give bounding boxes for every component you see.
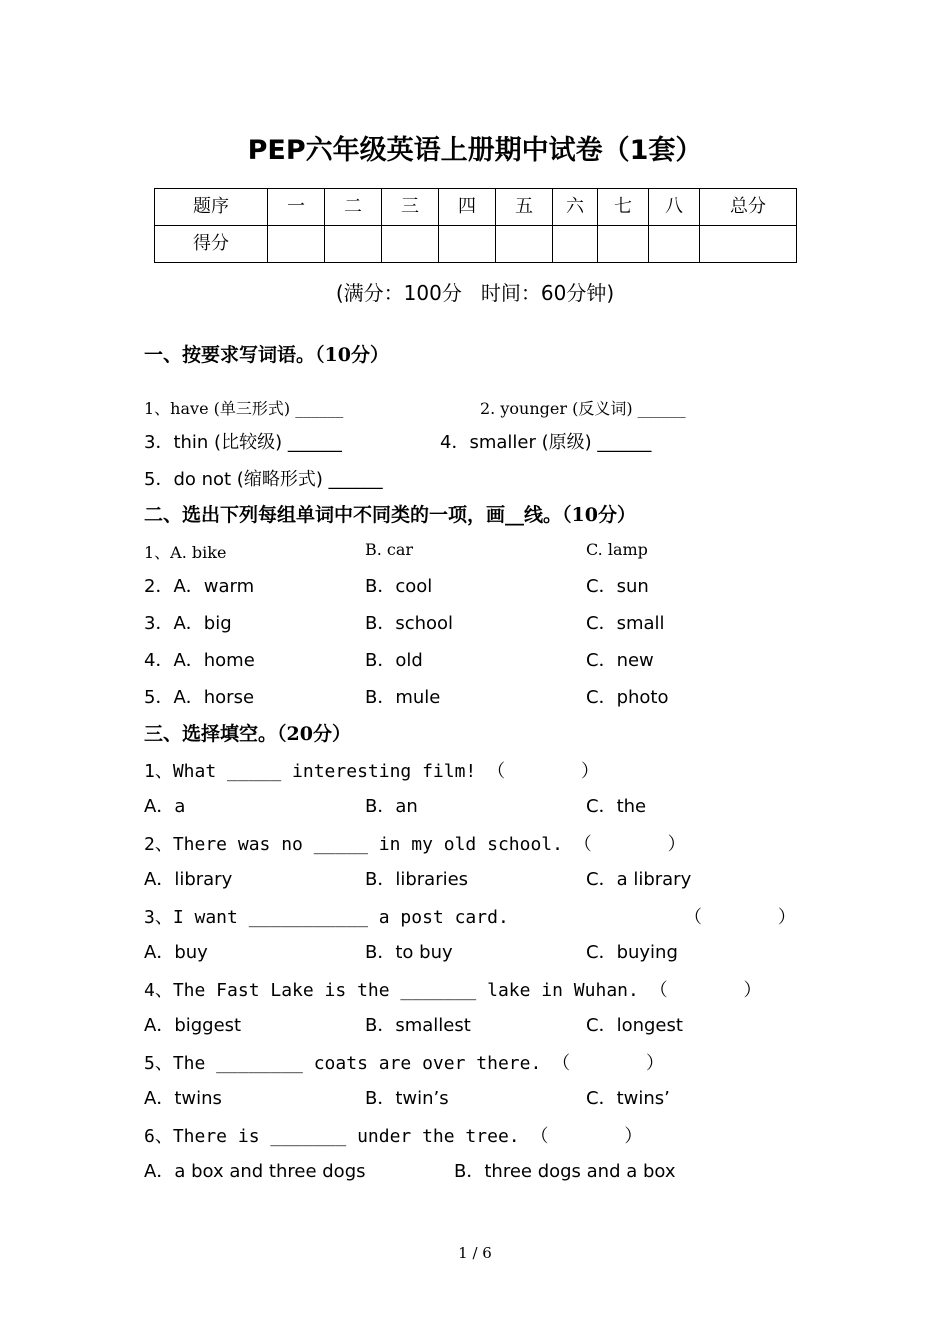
section3-q1-stem: 1、What _____ interesting film! （ ） <box>144 761 599 782</box>
section2-row3-c: C．small <box>586 613 665 634</box>
score-blank[interactable] <box>598 226 649 263</box>
section3-heading: 三、选择填空。（20分） <box>144 723 351 745</box>
page-title: PEP六年级英语上册期中试卷（1套） <box>247 135 703 166</box>
score-cell: 五 <box>496 189 553 226</box>
section2-row4-a: 4．A．home <box>144 650 255 671</box>
section2-row2-b: B．cool <box>365 576 433 597</box>
section3-q3-answer-paren: （ ） <box>684 907 796 928</box>
section3-q6-option-a: A．a box and three dogs <box>144 1161 366 1182</box>
score-cell: 六 <box>553 189 598 226</box>
score-blank[interactable] <box>268 226 325 263</box>
section3-q3-stem: 3、I want ___________ a post card. <box>144 907 509 928</box>
score-blank[interactable] <box>700 226 797 263</box>
section2-row5-c: C．photo <box>586 687 669 708</box>
section3-q3-option-b: B．to buy <box>365 942 453 963</box>
section3-q2-stem: 2、There was no _____ in my old school. （ ） <box>144 834 686 855</box>
section3-q3-option-c: C．buying <box>586 942 678 963</box>
score-cell: 八 <box>649 189 700 226</box>
section3-q2-option-b: B．libraries <box>365 869 469 890</box>
score-cell: 得分 <box>155 226 268 263</box>
section1-q2: 2. younger (反义词) ______ <box>480 399 686 418</box>
section3-q5-option-b: B．twin’s <box>365 1088 449 1109</box>
section2-row5-b: B．mule <box>365 687 441 708</box>
section2-row3-b: B．school <box>365 613 454 634</box>
section2-row1-b: B. car <box>365 540 414 559</box>
section3-q1-option-a: A．a <box>144 796 186 817</box>
section3-q5-stem: 5、The ________ coats are over there. （ ） <box>144 1053 664 1074</box>
section2-row2-c: C．sun <box>586 576 649 597</box>
page-number: 1 / 6 <box>458 1244 492 1262</box>
section2-row2-a: 2．A．warm <box>144 576 255 597</box>
section3-q2-option-c: C．a library <box>586 869 692 890</box>
section3-q4-option-c: C．longest <box>586 1015 683 1036</box>
section2-row5-a: 5．A．horse <box>144 687 255 708</box>
score-table <box>154 188 797 263</box>
section1-heading: 一、按要求写词语。（10分） <box>144 344 389 366</box>
score-cell: 四 <box>439 189 496 226</box>
score-cell: 七 <box>598 189 649 226</box>
section3-q5-option-a: A．twins <box>144 1088 222 1109</box>
section2-heading: 二、选出下列每组单词中不同类的一项，画__线。（10分） <box>144 504 636 526</box>
score-cell: 总分 <box>700 189 797 226</box>
section1-q4: 4．smaller (原级) ______ <box>440 432 652 453</box>
section2-row3-a: 3．A．big <box>144 613 232 634</box>
section2-row1-c: C. lamp <box>586 540 648 559</box>
score-blank[interactable] <box>439 226 496 263</box>
score-cell: 二 <box>325 189 382 226</box>
score-cell: 题序 <box>155 189 268 226</box>
section3-q2-option-a: A．library <box>144 869 233 890</box>
score-blank[interactable] <box>649 226 700 263</box>
section3-q5-option-c: C．twins’ <box>586 1088 670 1109</box>
full-mark-time: (满分：100分 时间：60分钟) <box>335 281 615 305</box>
section3-q4-option-b: B．smallest <box>365 1015 471 1036</box>
section1-q3: 3．thin (比较级) ______ <box>144 432 342 453</box>
score-table-score-row <box>155 226 797 263</box>
score-cell: 一 <box>268 189 325 226</box>
score-blank[interactable] <box>496 226 553 263</box>
section3-q1-option-c: C．the <box>586 796 647 817</box>
score-blank[interactable] <box>382 226 439 263</box>
section3-q6-option-b: B．three dogs and a box <box>454 1161 676 1182</box>
section3-q1-option-b: B．an <box>365 796 418 817</box>
section3-q4-option-a: A．biggest <box>144 1015 242 1036</box>
section1-q5: 5．do not (缩略形式) ______ <box>144 469 383 490</box>
section3-q3-option-a: A．buy <box>144 942 208 963</box>
score-cell: 三 <box>382 189 439 226</box>
score-blank[interactable] <box>553 226 598 263</box>
section3-q4-stem: 4、The Fast Lake is the _______ lake in Wuhan. （ ） <box>144 980 762 1001</box>
score-table-header-row <box>155 189 797 226</box>
section2-row4-b: B．old <box>365 650 423 671</box>
section1-q1: 1、have (单三形式) ______ <box>144 399 344 418</box>
section2-row1-a: 1、A. bike <box>144 543 227 562</box>
score-blank[interactable] <box>325 226 382 263</box>
section2-row4-c: C．new <box>586 650 654 671</box>
section3-q6-stem: 6、There is _______ under the tree. （ ） <box>144 1126 643 1147</box>
